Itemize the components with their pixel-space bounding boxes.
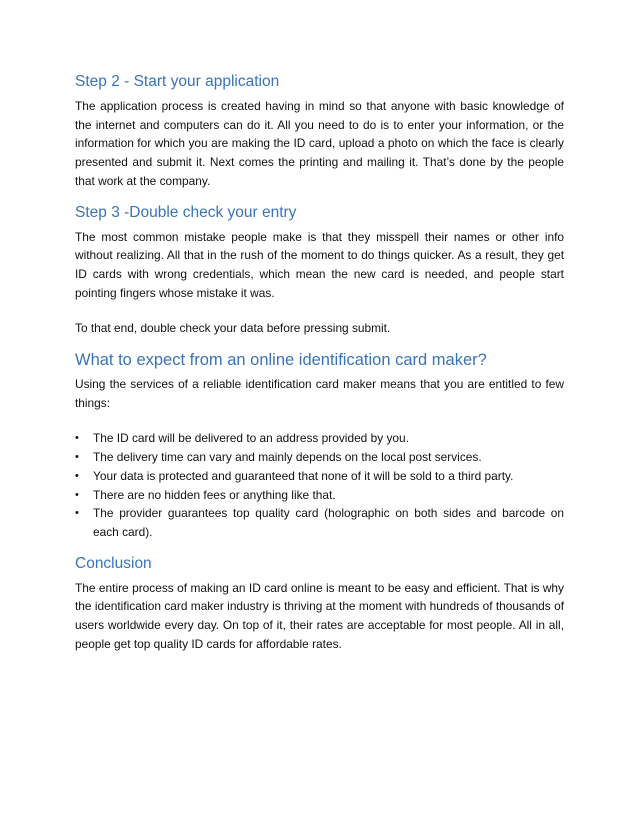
bullet-icon: • [75,507,79,520]
step2-heading: Step 2 - Start your application [75,73,280,90]
bullet-icon: • [75,488,79,501]
list-item-text: Your data is protected and guaranteed that none of it will be sold to a third party. [93,468,514,483]
list-item [75,429,564,448]
expect-list [75,429,564,541]
conclusion-section [75,554,564,654]
list-item [75,504,564,541]
paragraph-gap [75,412,564,429]
list-item-text: There are no hidden fees or anything like that. [93,487,336,502]
paragraph-gap [75,302,564,319]
step3-paragraph-1: The most common mistake people make is that they misspell their names or other info without realizing. All that in the rush of the moment to do things quicker. As a result, they get ID cards with wrong credentials, which mean the new card is needed, and people start pointing fingers whose mistake it was. [75,229,564,300]
bullet-icon: • [75,469,79,482]
bullet-icon: • [75,451,79,464]
list-item-text: The provider guarantees top quality card (holographic on both sides and barcode on each card). [93,506,564,539]
document-content [75,72,564,665]
list-item-text: The ID card will be delivered to an address provided by you. [93,431,409,446]
conclusion-paragraph: The entire process of making an ID card online is meant to be easy and efficient. That is why the identification card maker industry is thriving at the moment with hundreds of thousands of users worldwide every day. On top of it, their rates are acceptable for most people. All in all, people get top quality ID cards for affordable rates. [75,580,564,651]
step3-heading: Step 3 -Double check your entry [75,203,297,221]
expect-heading: What to expect from an online identification card maker? [75,351,487,370]
expect-section [75,350,564,542]
list-item-text: The delivery time can vary and mainly depends on the local post services. [93,450,482,465]
step3-section [75,203,564,339]
step3-paragraph-2: To that end, double check your data before pressing submit. [75,321,391,336]
step2-paragraph: The application process is created having in mind so that anyone with basic knowledge of the internet and computers can do it. All you need to do is to enter your information, or the information for which you are making the ID card, upload a photo on which the face is clearly presented and submit it. Next comes the printing and mailing it. That’s done by the people that work at the company. [75,99,564,188]
conclusion-heading: Conclusion [75,554,152,572]
list-item [75,448,564,467]
bullet-icon: • [75,432,79,445]
list-item [75,467,564,486]
expect-intro: Using the services of a reliable identification card maker means that you are entitled to few things: [75,377,564,410]
step2-section [75,72,564,191]
list-item [75,486,564,505]
